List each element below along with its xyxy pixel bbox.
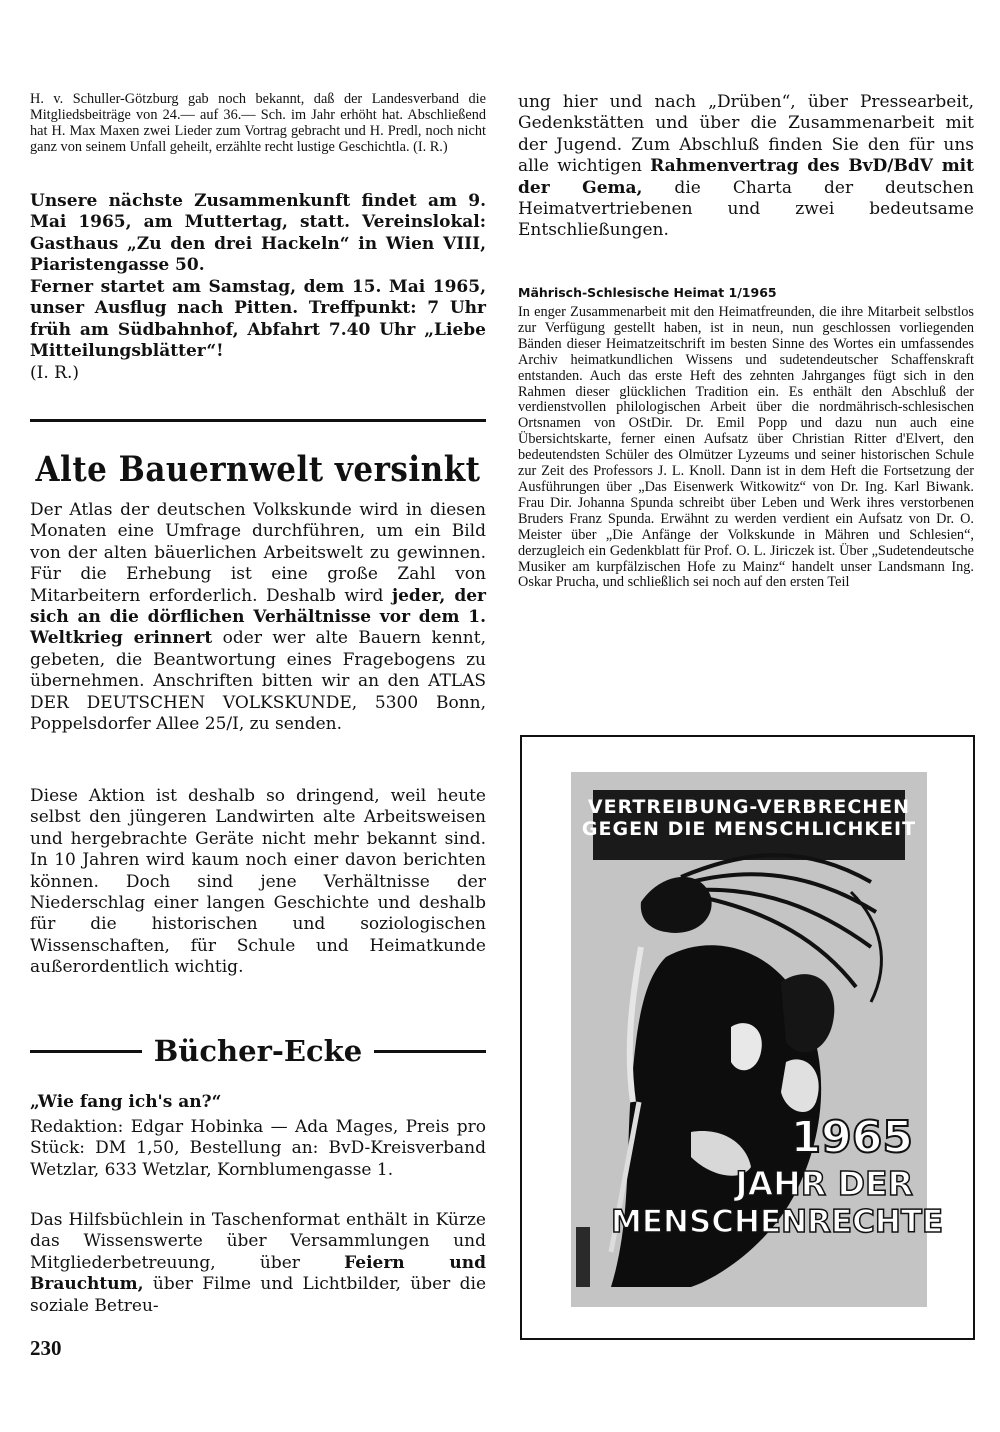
poster-image — [571, 772, 944, 1307]
signature: (I. R.) — [30, 362, 79, 383]
book-text-a: Das Hilfsbüchlein in Taschenformat enthält in Kürze das Wissenswerte über Versammlungen und Mitgliederbetreuung, über — [30, 1210, 486, 1273]
poster-line3: MENSCHENRECHTE — [611, 1204, 944, 1240]
excursion-announcement — [30, 277, 486, 384]
meeting-announcement: Unsere nächste Zusammenkunft findet am 9. Mai 1965, am Muttertag, statt. Vereinslokal: Gasthaus „Zu den drei Hackeln“ in Wien VIII, Piaristengasse 50. — [30, 191, 486, 276]
continued-text-a: ung hier und nach „Drüben“, über Pressearbeit, Gedenkstätten und über die Zusammenarbeit mit der Jugend. Zum Abschluß finden Sie den für uns alle wichtigen — [518, 92, 974, 177]
poster-line2: JAHR DER — [735, 1164, 913, 1203]
books-corner-title: Bücher-Ecke — [153, 1034, 363, 1068]
continued-paragraph — [518, 92, 974, 242]
poster-top-line2: GEGEN DIE MENSCHLICHKEIT — [581, 818, 917, 840]
heading-line-right — [374, 1050, 486, 1053]
divider-rule — [30, 419, 486, 422]
book-text-bold: Feiern und Brauchtum, — [30, 1252, 486, 1295]
heading-line-left — [30, 1050, 142, 1053]
books-corner-heading — [30, 1034, 486, 1068]
poster-top-line1: VERTREIBUNG-VERBRECHEN — [587, 796, 911, 818]
book-description — [30, 1210, 486, 1317]
book-info: Redaktion: Edgar Hobinka — Ada Mages, Preis pro Stück: DM 1,50, Bestellung an: BvD-Kreisverband Wetzlar, 633 Wetzlar, Kornblumengasse 1. — [30, 1117, 486, 1180]
poster-frame — [520, 735, 975, 1340]
page-number: 230 — [30, 1336, 62, 1360]
excursion-text: Ferner startet am Samstag, dem 15. Mai 1965, unser Ausflug nach Pitten. Treffpunkt: 7 Uhr früh am Südbahnhof, Abfahrt 7.40 Uhr „Liebe Mitteilungsblätter“! — [30, 277, 486, 362]
book-title: „Wie fang ich's an?“ — [30, 1092, 222, 1112]
book-text-c: über Filme und Lichtbilder, über die soziale Betreu- — [30, 1274, 486, 1316]
continued-text-c: die Charta der deutschen Heimatvertriebenen und zwei bedeutsame Entschließungen. — [518, 177, 974, 241]
report-paragraph: H. v. Schuller-Götzburg gab noch bekannt, daß der Landesverband die Mitgliedsbeiträge von 24.— auf 36.— Sch. im Jahr erhöht hat. Abschließend hat H. Max Maxen zwei Lieder zum Vortrag gebracht und H. Predl, noch nicht ganz von seinem Unfall geheilt, erzählte recht lustige Geschichtla. (I. R.) — [30, 91, 486, 155]
poster-year: 1965 — [790, 1112, 913, 1163]
atlas-paragraph-1 — [30, 500, 486, 735]
continued-text-bold: Rahmenvertrag des BvD/BdV mit der Gema, — [518, 156, 974, 198]
article-headline: Alte Bauernwelt versinkt — [35, 449, 481, 491]
review-paragraph: In enger Zusammenarbeit mit den Heimatfreunden, die ihre Mitarbeit selbstlos zur Verfügung gestellt haben, ist in neun, nun geschlossen vorliegenden Bänden dieser Heimatzeitschrift im besten Sinne des Wortes ein umfassendes Archiv heimatkundlichen Wissens und sudetendeutscher Schaffenskraft entstanden. Auch das erste Heft des zehnten Jahrganges fügt sich in den Rahmen dieser glücklichen Tradition ein. Es enthält den Abschluß der verdienstvollen philologischen Arbeit über die nordmährisch-schlesischen Ortsnamen von OStDir. Dr. Emil Popp und dazu nun auch eine Übersichtskarte, ferner einen Aufsatz über Christian Ritter d'Elvert, den bedeutendsten Schüler des Olmützer Lyzeums und seiner historischen Schule zur Zeit des Professors J. L. Knoll. Dann ist in dem Heft die Fortsetzung der Ausführungen über „Das Eisenwerk Witkowitz“ von Dr. Ing. Karl Biwank. Frau Dir. Johanna Spunda schreibt über Leben und Werk ihres verstorbenen Bruders Franz Spunda. Erwähnt zu werden verdient ein Aufsatz von Dr. O. Meister über „Die Anfänge der Volkskunde in Mähren und Schlesien“, derzugleich ein Gedenkblatt für Prof. O. L. Jiriczek ist. Über „Sudetendeutsche Musiker am kurpfälzischen Hofe zu Mainz“ handelt unser Landsmann Ing. Oskar Prucha, und schließlich sei noch auf den ersten Teil — [518, 304, 974, 591]
atlas-text-c: oder wer alte Bauern kennt, gebeten, die Beantwortung eines Fragebogens zu übernehmen. Anschriften bitten wir an den ATLAS DER DEUTSCHEN VOLKSKUNDE, 5300 Bonn, Poppelsdorfer Allee 25/I, zu senden. — [30, 628, 486, 735]
section-heading: Mährisch-Schlesische Heimat 1/1965 — [518, 285, 777, 300]
atlas-text-a: Der Atlas der deutschen Volkskunde wird in diesen Monaten eine Umfrage durchführen, um ein Bild von der alten bäuerlichen Arbeitswelt zu gewinnen. Für die Erhebung ist eine große Zahl von Mitarbeitern erforderlich. Deshalb wird — [30, 500, 486, 606]
atlas-paragraph-2: Diese Aktion ist deshalb so dringend, weil heute selbst den jüngeren Landwirten alte Arbeitsweisen und hergebrachte Geräte nicht mehr bekannt sind. In 10 Jahren wird kaum noch einer davon berichten können. Doch sind jene Verhältnisse der Niederschlag einer langen Geschichte und deshalb für die historischen und soziologischen Wissenschaften, für Schule und Heimatkunde außerordentlich wichtig. — [30, 786, 486, 978]
atlas-text-bold: jeder, der sich an die dörflichen Verhältnisse vor dem 1. Weltkrieg erinnert — [30, 585, 487, 649]
